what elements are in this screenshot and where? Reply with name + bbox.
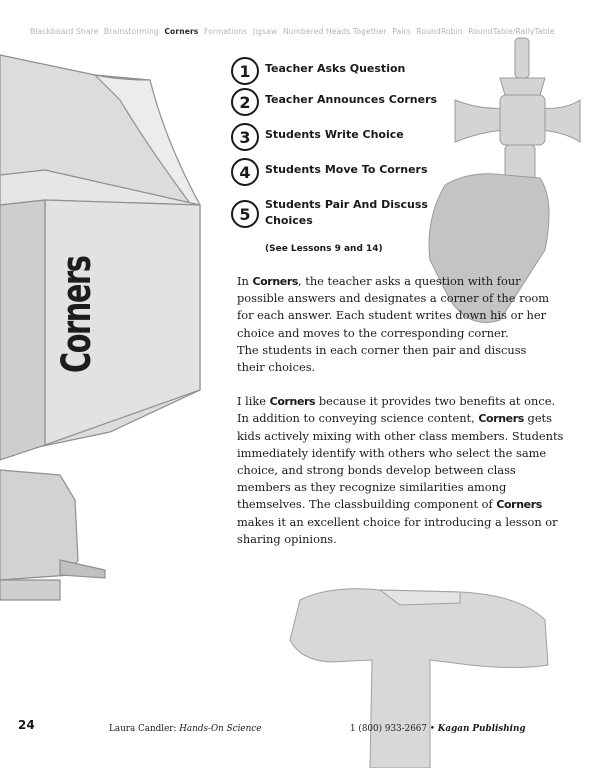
paragraph-1 (237, 273, 550, 376)
paragraph-2 (237, 393, 564, 548)
nav-item-brainstorming: Brainstorming (103, 27, 159, 36)
text-line: immediately identify with others who select the same (237, 445, 547, 460)
text-line: members as they recognize similarities among (237, 480, 507, 495)
text-line: kids actively mixing with other class members. Students (237, 428, 564, 443)
text-run: In (237, 274, 253, 288)
nav-item-blackboard-share: Blackboard Share (30, 27, 99, 36)
step-label: Teacher Announces Corners (265, 93, 438, 106)
text-run: I like (237, 394, 270, 409)
publisher-name: Kagan Publishing (437, 724, 526, 734)
step-number: 5 (231, 200, 259, 228)
header-technique-nav (30, 27, 558, 36)
text-line: their choices. (237, 360, 316, 375)
nav-item-pairs: Pairs (392, 27, 411, 36)
text-run: , the teacher asks a question with four (298, 274, 521, 288)
nav-item-formations: Formations (203, 27, 248, 36)
step-2 (231, 88, 437, 116)
text-line: choice, and strong bonds develop between class (237, 463, 516, 478)
text-line: The students in each corner then pair and discuss (237, 342, 527, 357)
text-run: gets (523, 411, 552, 426)
step-label: Teacher Asks Question (265, 62, 406, 75)
footer-publisher (350, 724, 526, 734)
step-number: 3 (231, 123, 259, 151)
step-4 (231, 158, 428, 186)
text-run: because it provides two benefits at once. (315, 394, 556, 409)
step-label-line: Choices (265, 214, 313, 227)
nav-item-corners: Corners (164, 27, 199, 36)
step-number: 4 (231, 158, 259, 186)
step-3 (231, 123, 404, 151)
nav-item-roundrobin: RoundRobin (416, 27, 463, 36)
toolbox-label (52, 168, 152, 373)
text-run: themselves. The classbuilding component of (237, 497, 497, 512)
technique-name: Corners (478, 412, 524, 426)
text-line (237, 496, 542, 513)
text-line: makes it an excellent choice for introducing a lesson or (237, 514, 558, 529)
technique-name: Corners (496, 498, 542, 512)
nav-item-jigsaw: Jigsaw (252, 27, 278, 36)
text-line: sharing opinions. (237, 531, 337, 546)
footer-author (109, 724, 261, 734)
text-line: choice and moves to the corresponding corner. (237, 325, 509, 340)
step-label-line: Students Pair And Discuss (265, 198, 428, 211)
nav-item-numbered-heads: Numbered Heads Together (282, 27, 387, 36)
text-line (237, 410, 552, 427)
author-name: Laura Candler: (109, 724, 180, 734)
hammer-illustration (290, 589, 548, 768)
text-line: possible answers and designates a corner of the room (237, 291, 550, 306)
step-label: Students Move To Corners (265, 163, 428, 176)
step-number: 2 (231, 88, 259, 116)
body-text (237, 273, 564, 548)
step-label (265, 197, 455, 229)
lessons-reference: (See Lessons 9 and 14) (265, 244, 383, 254)
technique-name: Corners (252, 275, 298, 288)
publisher-phone: 1 (800) 933-2667 • (350, 724, 438, 734)
technique-name: Corners (269, 395, 316, 409)
page-number: 24 (18, 718, 35, 732)
text-line (237, 393, 556, 410)
step-number: 1 (231, 57, 259, 85)
step-5 (231, 200, 455, 229)
text-run: In addition to conveying science content, (237, 411, 479, 426)
text-line (237, 273, 537, 290)
text-line: for each answer. Each student writes down his or her (237, 308, 547, 323)
step-label: Students Write Choice (265, 128, 404, 141)
step-1 (231, 57, 405, 85)
toolbox-label-text: Corners (54, 256, 100, 373)
book-title: Hands-On Science (179, 724, 262, 734)
toolbox-illustration (0, 55, 200, 600)
nav-item-roundtable: RoundTable/RallyTable (468, 27, 555, 36)
